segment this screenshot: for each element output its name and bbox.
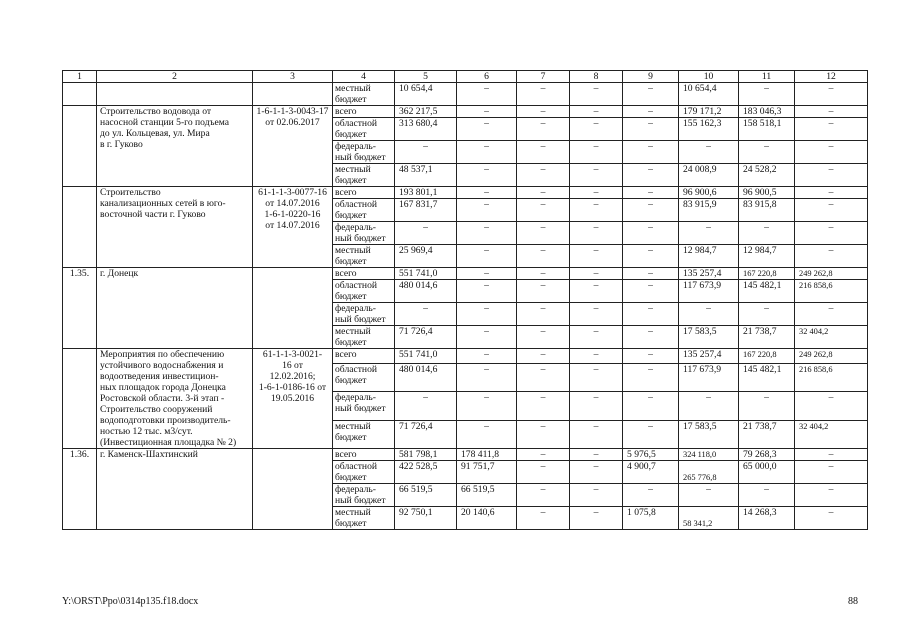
value-cell: – <box>517 118 570 141</box>
budget-source-cell: областной бюджет <box>333 118 395 141</box>
value-cell: 10 654,4 <box>679 83 739 106</box>
value-cell: – <box>517 199 570 222</box>
document-reference-cell: 61-1-1-3-0077-16 от 14.07.2016 1-6-1-0220-16 от 14.07.2016 <box>253 187 333 268</box>
value-cell: 10 654,4 <box>395 83 457 106</box>
value-cell: – <box>395 222 457 245</box>
value-cell: 117 673,9 <box>679 280 739 303</box>
value-cell: – <box>570 461 623 484</box>
value-cell: – <box>457 118 517 141</box>
budget-source-cell: областной бюджет <box>333 199 395 222</box>
value-cell: – <box>457 363 517 391</box>
value-cell: – <box>570 326 623 349</box>
value-cell: 12 984,7 <box>739 245 795 268</box>
value-cell: – <box>570 222 623 245</box>
value-cell: 167 831,7 <box>395 199 457 222</box>
value-cell: – <box>795 164 868 187</box>
item-number-cell <box>63 187 97 268</box>
footer-file-path: Y:\ORST\Ppo\0314p135.f18.docx <box>62 596 199 607</box>
value-cell: 4 900,7 <box>623 461 679 484</box>
table-row <box>63 349 868 364</box>
value-cell: – <box>517 363 570 391</box>
budget-source-cell: местный бюджет <box>333 164 395 187</box>
value-cell: 422 528,5 <box>395 461 457 484</box>
value-cell: 480 014,6 <box>395 280 457 303</box>
value-cell: 79 268,3 <box>739 449 795 461</box>
value-cell: 17 583,5 <box>679 420 739 448</box>
column-number: 9 <box>623 71 679 83</box>
value-cell: – <box>457 222 517 245</box>
budget-source-cell: областной бюджет <box>333 461 395 484</box>
value-cell: – <box>570 349 623 364</box>
value-cell: 5 976,5 <box>623 449 679 461</box>
item-number-cell: 1.36. <box>63 449 97 530</box>
value-cell: – <box>795 106 868 118</box>
value-cell: – <box>570 420 623 448</box>
value-cell: – <box>570 449 623 461</box>
table-row <box>63 187 868 199</box>
value-cell: – <box>517 449 570 461</box>
value-cell: – <box>517 484 570 507</box>
value-cell: – <box>623 326 679 349</box>
value-cell: 581 798,1 <box>395 449 457 461</box>
value-cell: 135 257,4 <box>679 268 739 280</box>
value-cell: – <box>457 303 517 326</box>
value-cell: 32 404,2 <box>795 326 868 349</box>
value-cell: 66 519,5 <box>457 484 517 507</box>
value-cell: 216 858,6 <box>795 280 868 303</box>
value-cell: – <box>679 141 739 164</box>
value-cell: – <box>623 118 679 141</box>
budget-source-cell: федераль- ный бюджет <box>333 392 395 420</box>
value-cell: – <box>623 420 679 448</box>
value-cell: 145 482,1 <box>739 280 795 303</box>
value-cell: – <box>570 164 623 187</box>
value-cell: 216 858,6 <box>795 363 868 391</box>
value-cell: 167 220,8 <box>739 268 795 280</box>
value-cell: 32 404,2 <box>795 420 868 448</box>
value-cell: 24 008,9 <box>679 164 739 187</box>
value-cell: 92 750,1 <box>395 507 457 530</box>
value-cell: – <box>457 106 517 118</box>
item-number-cell <box>63 83 97 106</box>
value-cell: 135 257,4 <box>679 349 739 364</box>
value-cell: – <box>457 83 517 106</box>
value-cell: – <box>679 484 739 507</box>
value-cell: – <box>570 187 623 199</box>
budget-source-cell: областной бюджет <box>333 363 395 391</box>
value-cell: – <box>517 326 570 349</box>
value-cell: – <box>517 222 570 245</box>
value-cell: – <box>623 164 679 187</box>
value-cell: – <box>570 484 623 507</box>
value-cell: – <box>517 141 570 164</box>
value-cell: – <box>795 449 868 461</box>
value-cell: 324 118,0 <box>679 449 739 461</box>
item-name-cell: Строительство канализационных сетей в юго- восточной части г. Гуково <box>97 187 253 268</box>
value-cell: – <box>623 349 679 364</box>
value-cell: – <box>739 222 795 245</box>
value-cell: 71 726,4 <box>395 420 457 448</box>
value-cell: – <box>395 141 457 164</box>
value-cell: – <box>517 245 570 268</box>
value-cell: – <box>795 392 868 420</box>
value-cell: – <box>517 507 570 530</box>
value-cell: 14 268,3 <box>739 507 795 530</box>
value-cell: 117 673,9 <box>679 363 739 391</box>
value-cell: – <box>570 106 623 118</box>
column-number: 10 <box>679 71 739 83</box>
value-cell: 25 969,4 <box>395 245 457 268</box>
value-cell: – <box>457 164 517 187</box>
value-cell: – <box>517 280 570 303</box>
budget-source-cell: местный бюджет <box>333 83 395 106</box>
value-cell: – <box>457 326 517 349</box>
value-cell: – <box>623 268 679 280</box>
value-cell: – <box>517 268 570 280</box>
value-cell: – <box>517 420 570 448</box>
value-cell: – <box>739 303 795 326</box>
value-cell: 96 900,6 <box>679 187 739 199</box>
document-reference-cell <box>253 268 333 349</box>
value-cell: – <box>739 484 795 507</box>
column-number: 5 <box>395 71 457 83</box>
budget-source-cell: всего <box>333 449 395 461</box>
value-cell: – <box>795 222 868 245</box>
table-header-row <box>63 71 868 83</box>
value-cell: – <box>570 245 623 268</box>
budget-source-cell: местный бюджет <box>333 507 395 530</box>
value-cell: – <box>795 245 868 268</box>
value-cell: – <box>570 268 623 280</box>
value-cell: – <box>739 83 795 106</box>
value-cell: – <box>457 268 517 280</box>
value-cell: – <box>623 392 679 420</box>
value-cell: – <box>795 461 868 484</box>
value-cell: – <box>517 461 570 484</box>
value-cell: – <box>623 199 679 222</box>
value-cell: – <box>570 199 623 222</box>
value-cell: – <box>570 392 623 420</box>
value-cell: – <box>570 141 623 164</box>
value-cell: – <box>570 118 623 141</box>
value-cell: – <box>795 507 868 530</box>
page-number: 88 <box>848 596 858 607</box>
value-cell: 551 741,0 <box>395 349 457 364</box>
value-cell: – <box>570 83 623 106</box>
value-cell: 249 262,8 <box>795 349 868 364</box>
value-cell: 249 262,8 <box>795 268 868 280</box>
value-cell: 66 519,5 <box>395 484 457 507</box>
item-name-cell <box>97 83 253 106</box>
value-cell: – <box>457 280 517 303</box>
value-cell: – <box>623 363 679 391</box>
value-cell: 155 162,3 <box>679 118 739 141</box>
value-cell: 12 984,7 <box>679 245 739 268</box>
value-cell: – <box>457 245 517 268</box>
value-cell: – <box>795 83 868 106</box>
value-cell: 83 915,9 <box>679 199 739 222</box>
value-cell: 58 341,2 <box>679 507 739 530</box>
column-number: 8 <box>570 71 623 83</box>
value-cell: – <box>623 141 679 164</box>
value-cell: – <box>517 83 570 106</box>
value-cell: – <box>623 187 679 199</box>
budget-source-cell: всего <box>333 187 395 199</box>
value-cell: – <box>517 303 570 326</box>
value-cell: – <box>795 141 868 164</box>
value-cell: 480 014,6 <box>395 363 457 391</box>
item-name-cell: Мероприятия по обеспечению устойчивого водоснабжения и водоотведения инвестицион- ных площадок города Донецка Ростовской области. 3-й этап - Строительство сооружений водоподготовки производитель- ностью 12 тыс. м3/сут. (Инвестиционная площадка № 2) <box>97 349 253 449</box>
budget-source-cell: местный бюджет <box>333 326 395 349</box>
column-number: 2 <box>97 71 253 83</box>
value-cell: – <box>739 392 795 420</box>
value-cell: – <box>517 187 570 199</box>
column-number: 11 <box>739 71 795 83</box>
value-cell: 21 738,7 <box>739 326 795 349</box>
budget-source-cell: всего <box>333 349 395 364</box>
value-cell: 145 482,1 <box>739 363 795 391</box>
column-number: 12 <box>795 71 868 83</box>
value-cell: 183 046,3 <box>739 106 795 118</box>
value-cell: 362 217,5 <box>395 106 457 118</box>
value-cell: – <box>795 118 868 141</box>
budget-source-cell: федераль- ный бюджет <box>333 222 395 245</box>
table-row <box>63 449 868 461</box>
value-cell: 178 411,8 <box>457 449 517 461</box>
budget-source-cell: всего <box>333 268 395 280</box>
value-cell: – <box>795 484 868 507</box>
budget-source-cell: федераль- ный бюджет <box>333 141 395 164</box>
column-number: 7 <box>517 71 570 83</box>
value-cell: – <box>795 187 868 199</box>
value-cell: – <box>795 199 868 222</box>
column-number: 3 <box>253 71 333 83</box>
item-number-cell: 1.35. <box>63 268 97 349</box>
column-number: 1 <box>63 71 97 83</box>
value-cell: 193 801,1 <box>395 187 457 199</box>
value-cell: 48 537,1 <box>395 164 457 187</box>
value-cell: – <box>570 363 623 391</box>
table-row <box>63 106 868 118</box>
value-cell: 551 741,0 <box>395 268 457 280</box>
value-cell: – <box>623 83 679 106</box>
value-cell: – <box>623 280 679 303</box>
value-cell: 179 171,2 <box>679 106 739 118</box>
budget-source-cell: местный бюджет <box>333 420 395 448</box>
budget-source-cell: местный бюджет <box>333 245 395 268</box>
budget-source-cell: федераль- ный бюджет <box>333 303 395 326</box>
value-cell: 65 000,0 <box>739 461 795 484</box>
value-cell: 313 680,4 <box>395 118 457 141</box>
document-reference-cell <box>253 83 333 106</box>
value-cell: 91 751,7 <box>457 461 517 484</box>
value-cell: – <box>457 349 517 364</box>
value-cell: – <box>570 303 623 326</box>
value-cell: – <box>457 392 517 420</box>
value-cell: – <box>457 187 517 199</box>
value-cell: – <box>517 164 570 187</box>
value-cell: – <box>457 199 517 222</box>
value-cell: – <box>517 106 570 118</box>
item-number-cell <box>63 349 97 449</box>
value-cell: 158 518,1 <box>739 118 795 141</box>
value-cell: – <box>623 106 679 118</box>
value-cell: – <box>623 303 679 326</box>
value-cell: 20 140,6 <box>457 507 517 530</box>
item-number-cell <box>63 106 97 187</box>
table-row <box>63 83 868 106</box>
value-cell: – <box>517 349 570 364</box>
value-cell: 21 738,7 <box>739 420 795 448</box>
value-cell: – <box>679 392 739 420</box>
item-name-cell: Строительство водовода от насосной станции 5-го подъема до ул. Кольцевая, ул. Мира в г. Гуково <box>97 106 253 187</box>
value-cell: – <box>679 303 739 326</box>
document-reference-cell: 61-1-1-3-0021- 16 от 12.02.2016; 1-6-1-0186-16 от 19.05.2016 <box>253 349 333 449</box>
value-cell: – <box>457 141 517 164</box>
document-reference-cell <box>253 449 333 530</box>
value-cell: 71 726,4 <box>395 326 457 349</box>
item-name-cell: г. Каменск-Шахтинский <box>97 449 253 530</box>
table-row <box>63 268 868 280</box>
value-cell: – <box>570 507 623 530</box>
value-cell: 167 220,8 <box>739 349 795 364</box>
value-cell: – <box>517 392 570 420</box>
document-reference-cell: 1-6-1-1-3-0043-17 от 02.06.2017 <box>253 106 333 187</box>
value-cell: 1 075,8 <box>623 507 679 530</box>
value-cell: – <box>395 303 457 326</box>
value-cell: – <box>679 222 739 245</box>
value-cell: – <box>795 303 868 326</box>
value-cell: – <box>457 420 517 448</box>
value-cell: 265 776,8 <box>679 461 739 484</box>
budget-source-cell: областной бюджет <box>333 280 395 303</box>
value-cell: 17 583,5 <box>679 326 739 349</box>
item-name-cell: г. Донецк <box>97 268 253 349</box>
value-cell: – <box>623 484 679 507</box>
value-cell: 96 900,5 <box>739 187 795 199</box>
value-cell: – <box>623 245 679 268</box>
column-number: 4 <box>333 71 395 83</box>
value-cell: 83 915,8 <box>739 199 795 222</box>
value-cell: – <box>570 280 623 303</box>
value-cell: – <box>623 222 679 245</box>
budget-source-cell: всего <box>333 106 395 118</box>
value-cell: – <box>395 392 457 420</box>
value-cell: 24 528,2 <box>739 164 795 187</box>
budget-table <box>62 70 868 530</box>
value-cell: – <box>739 141 795 164</box>
column-number: 6 <box>457 71 517 83</box>
budget-source-cell: федераль- ный бюджет <box>333 484 395 507</box>
